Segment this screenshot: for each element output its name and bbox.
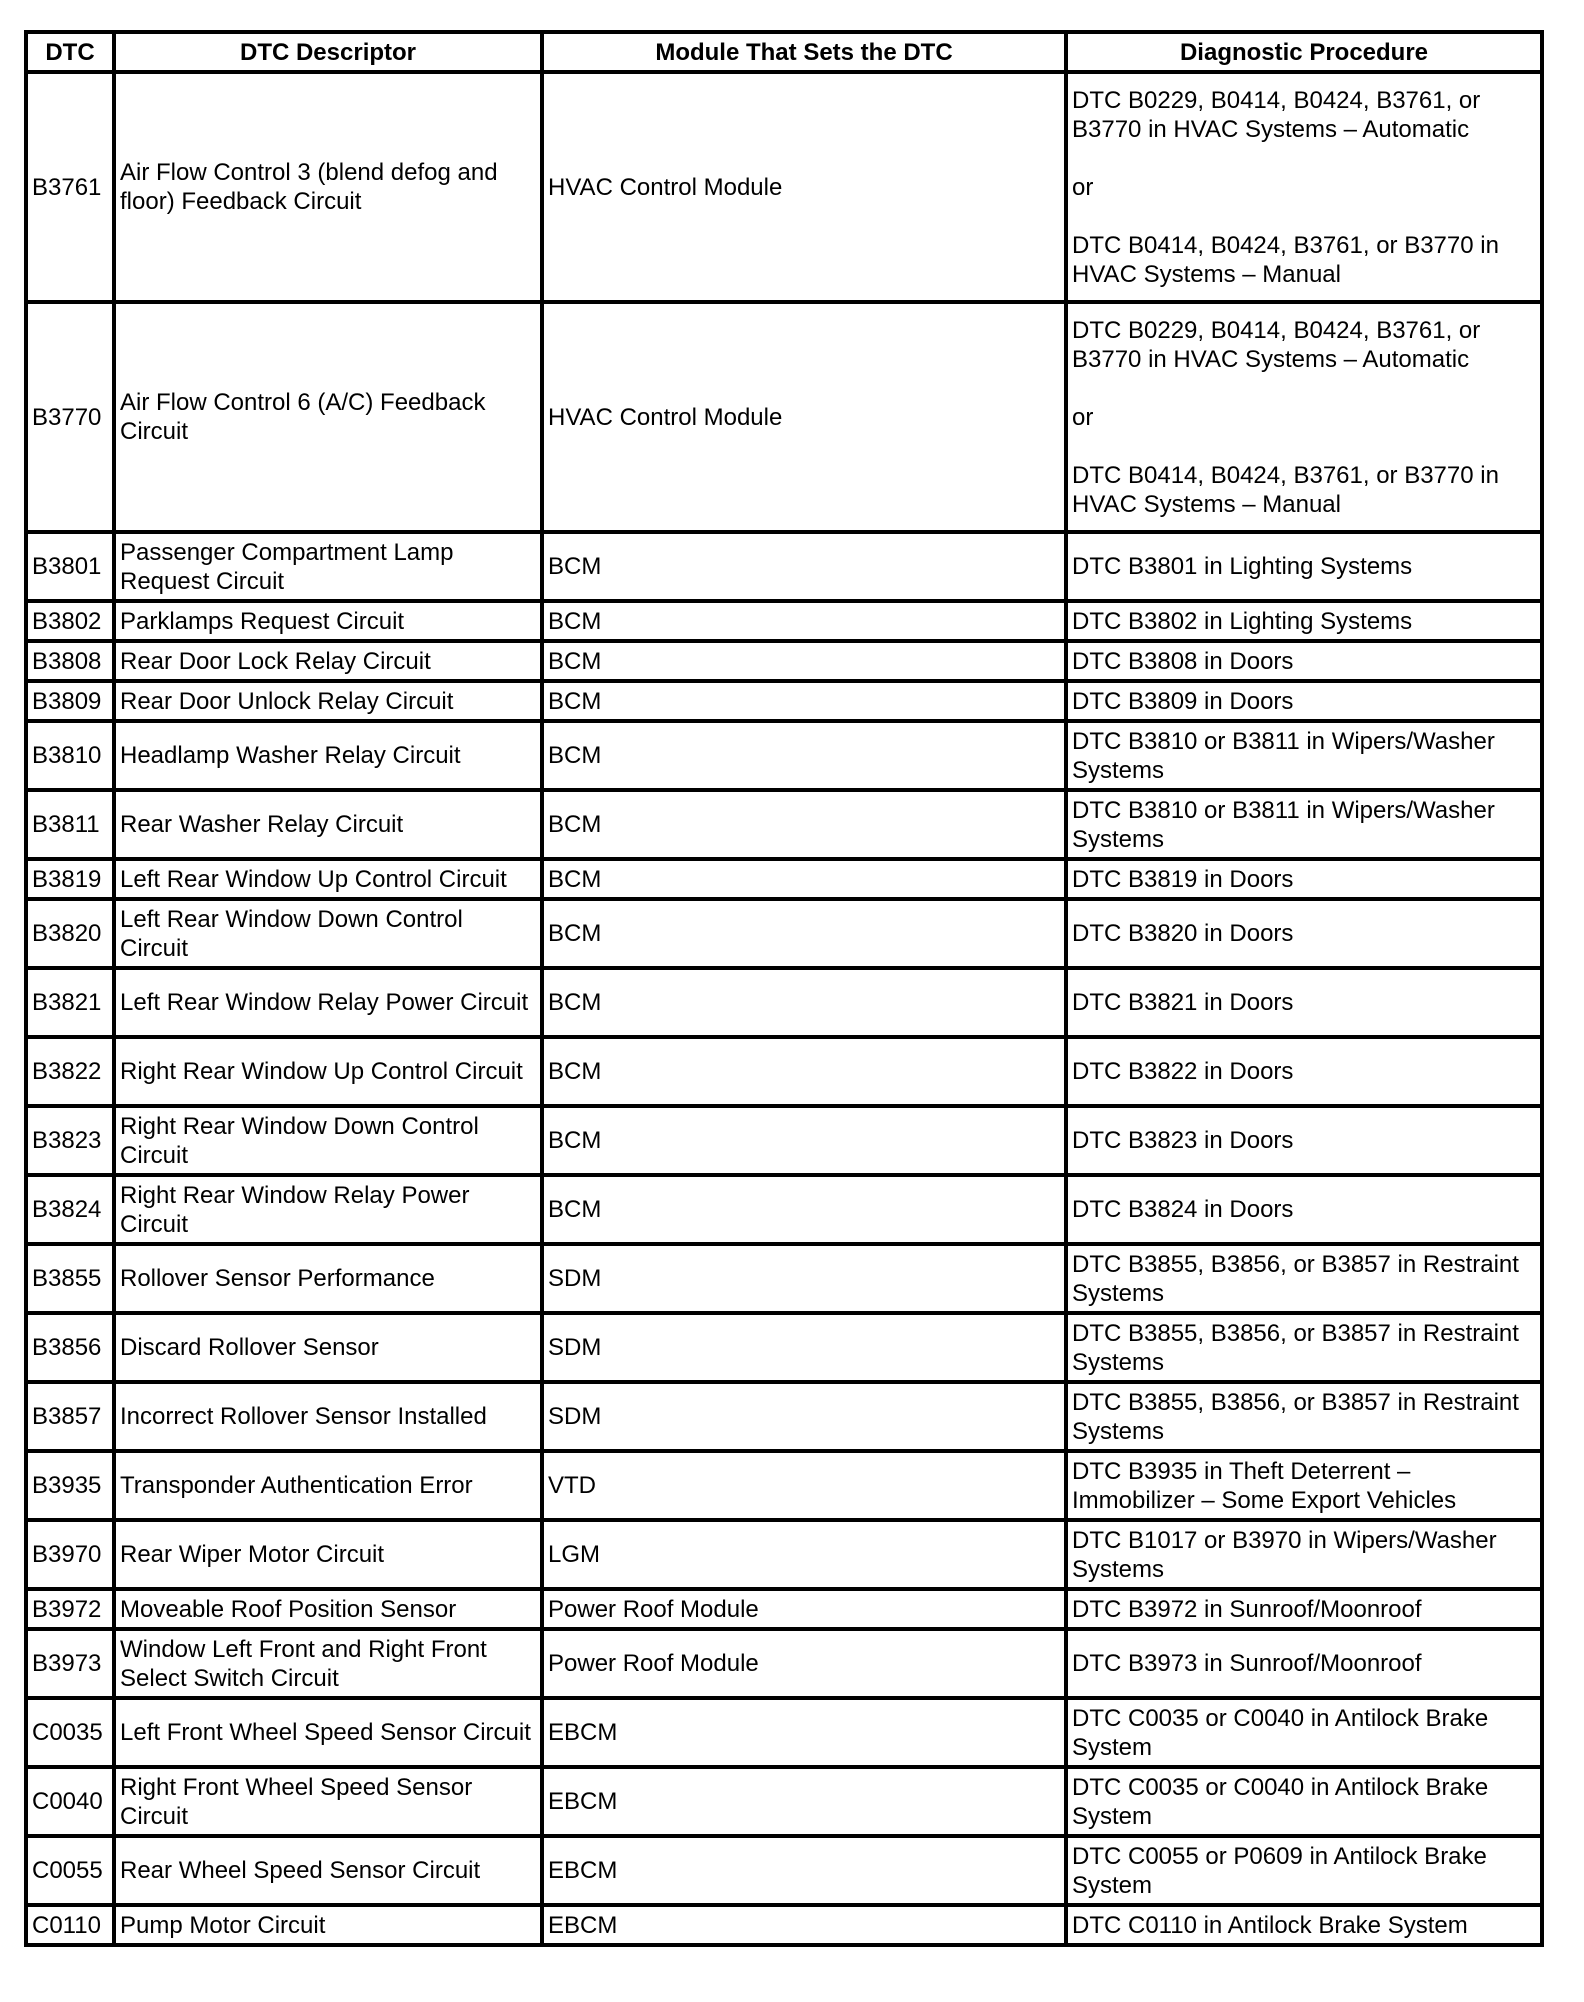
- module-cell: BCM: [542, 1106, 1066, 1175]
- dtc-descriptor-cell: Right Front Wheel Speed Sensor Circuit: [114, 1767, 542, 1836]
- dtc-code-cell: B3802: [26, 601, 114, 641]
- dtc-descriptor-cell: Left Rear Window Relay Power Circuit: [114, 968, 542, 1037]
- module-cell: EBCM: [542, 1698, 1066, 1767]
- procedure-line: DTC B0414, B0424, B3761, or B3770 in HVAC Systems – Manual: [1072, 461, 1499, 518]
- dtc-code-cell: B3935: [26, 1451, 114, 1520]
- dtc-descriptor-cell: Rollover Sensor Performance: [114, 1244, 542, 1313]
- dtc-code-cell: B3801: [26, 532, 114, 601]
- module-cell: SDM: [542, 1244, 1066, 1313]
- table-row: [26, 1175, 1542, 1244]
- table-row: [26, 1037, 1542, 1106]
- diagnostic-procedure-cell: DTC B3802 in Lighting Systems: [1066, 601, 1542, 641]
- module-cell: BCM: [542, 532, 1066, 601]
- procedure-line: DTC B0229, B0414, B0424, B3761, or B3770 in HVAC Systems – Automatic: [1072, 86, 1481, 143]
- table-row: [26, 532, 1542, 601]
- dtc-code-cell: B3823: [26, 1106, 114, 1175]
- module-cell: EBCM: [542, 1767, 1066, 1836]
- table-row: [26, 1520, 1542, 1589]
- diagnostic-procedure-cell: DTC B1017 or B3970 in Wipers/Washer Systems: [1066, 1520, 1542, 1589]
- spacer: [1072, 144, 1536, 173]
- module-cell: BCM: [542, 899, 1066, 968]
- dtc-descriptor-cell: Discard Rollover Sensor: [114, 1313, 542, 1382]
- diagnostic-procedure-cell: DTC B3973 in Sunroof/Moonroof: [1066, 1629, 1542, 1698]
- dtc-code-cell: B3819: [26, 859, 114, 899]
- table-row: [26, 1767, 1542, 1836]
- table-row: [26, 1244, 1542, 1313]
- diagnostic-procedure-cell: DTC C0110 in Antilock Brake System: [1066, 1905, 1542, 1945]
- dtc-code-cell: B3824: [26, 1175, 114, 1244]
- module-cell: BCM: [542, 681, 1066, 721]
- dtc-descriptor-cell: Pump Motor Circuit: [114, 1905, 542, 1945]
- spacer: [1072, 202, 1536, 231]
- dtc-code-cell: C0040: [26, 1767, 114, 1836]
- procedure-line: DTC B0229, B0414, B0424, B3761, or B3770 in HVAC Systems – Automatic: [1072, 316, 1481, 373]
- table-row: [26, 681, 1542, 721]
- module-cell: Power Roof Module: [542, 1589, 1066, 1629]
- module-cell: SDM: [542, 1382, 1066, 1451]
- table-row: [26, 1905, 1542, 1945]
- dtc-code-cell: C0035: [26, 1698, 114, 1767]
- dtc-code-cell: B3821: [26, 968, 114, 1037]
- module-cell: HVAC Control Module: [542, 72, 1066, 302]
- module-cell: SDM: [542, 1313, 1066, 1382]
- table-body: [26, 72, 1542, 1945]
- module-cell: BCM: [542, 721, 1066, 790]
- table-row: [26, 72, 1542, 302]
- diagnostic-procedure-cell: DTC B3809 in Doors: [1066, 681, 1542, 721]
- module-cell: BCM: [542, 859, 1066, 899]
- table-row: [26, 1698, 1542, 1767]
- dtc-code-cell: B3973: [26, 1629, 114, 1698]
- diagnostic-procedure-cell: DTC B3820 in Doors: [1066, 899, 1542, 968]
- diagnostic-procedure-cell: DTC B3824 in Doors: [1066, 1175, 1542, 1244]
- diagnostic-procedure-cell: DTC B3810 or B3811 in Wipers/Washer Systems: [1066, 721, 1542, 790]
- table-row: [26, 968, 1542, 1037]
- header-module: Module That Sets the DTC: [542, 32, 1066, 72]
- diagnostic-procedure-cell: DTC C0055 or P0609 in Antilock Brake System: [1066, 1836, 1542, 1905]
- dtc-descriptor-cell: Left Front Wheel Speed Sensor Circuit: [114, 1698, 542, 1767]
- table-row: [26, 601, 1542, 641]
- table-row: [26, 302, 1542, 532]
- dtc-code-cell: C0110: [26, 1905, 114, 1945]
- module-cell: Power Roof Module: [542, 1629, 1066, 1698]
- module-cell: VTD: [542, 1451, 1066, 1520]
- diagnostic-procedure-cell: DTC B3808 in Doors: [1066, 641, 1542, 681]
- dtc-code-cell: B3856: [26, 1313, 114, 1382]
- diagnostic-procedure-cell: DTC C0035 or C0040 in Antilock Brake System: [1066, 1767, 1542, 1836]
- dtc-code-cell: B3970: [26, 1520, 114, 1589]
- dtc-code-cell: B3811: [26, 790, 114, 859]
- module-cell: LGM: [542, 1520, 1066, 1589]
- dtc-descriptor-cell: Left Rear Window Down Control Circuit: [114, 899, 542, 968]
- module-cell: BCM: [542, 641, 1066, 681]
- dtc-code-cell: C0055: [26, 1836, 114, 1905]
- table-row: [26, 1589, 1542, 1629]
- procedure-line: DTC B0414, B0424, B3761, or B3770 in HVAC Systems – Manual: [1072, 231, 1499, 288]
- diagnostic-procedure-cell: DTC B3801 in Lighting Systems: [1066, 532, 1542, 601]
- dtc-descriptor-cell: Right Rear Window Relay Power Circuit: [114, 1175, 542, 1244]
- diagnostic-procedure-cell: DTC B3821 in Doors: [1066, 968, 1542, 1037]
- module-cell: HVAC Control Module: [542, 302, 1066, 532]
- module-cell: EBCM: [542, 1836, 1066, 1905]
- dtc-code-cell: B3809: [26, 681, 114, 721]
- diagnostic-procedure-cell: DTC B3819 in Doors: [1066, 859, 1542, 899]
- dtc-code-cell: B3822: [26, 1037, 114, 1106]
- header-descriptor: DTC Descriptor: [114, 32, 542, 72]
- module-cell: BCM: [542, 1175, 1066, 1244]
- table-row: [26, 1382, 1542, 1451]
- spacer: [1072, 432, 1536, 461]
- dtc-descriptor-cell: Right Rear Window Up Control Circuit: [114, 1037, 542, 1106]
- diagnostic-procedure-cell: DTC B3855, B3856, or B3857 in Restraint Systems: [1066, 1382, 1542, 1451]
- table-header-row: [26, 32, 1542, 72]
- dtc-descriptor-cell: Headlamp Washer Relay Circuit: [114, 721, 542, 790]
- dtc-descriptor-cell: Moveable Roof Position Sensor: [114, 1589, 542, 1629]
- table-row: [26, 1629, 1542, 1698]
- procedure-line: or: [1072, 173, 1094, 201]
- table-row: [26, 790, 1542, 859]
- diagnostic-procedure-cell: DTC B3823 in Doors: [1066, 1106, 1542, 1175]
- diagnostic-procedure-cell: DTC B3855, B3856, or B3857 in Restraint Systems: [1066, 1244, 1542, 1313]
- module-cell: EBCM: [542, 1905, 1066, 1945]
- table-row: [26, 641, 1542, 681]
- module-cell: BCM: [542, 968, 1066, 1037]
- table-row: [26, 1451, 1542, 1520]
- dtc-table: [24, 30, 1544, 1947]
- dtc-descriptor-cell: Parklamps Request Circuit: [114, 601, 542, 641]
- procedure-line: or: [1072, 403, 1094, 431]
- header-procedure: Diagnostic Procedure: [1066, 32, 1542, 72]
- module-cell: BCM: [542, 1037, 1066, 1106]
- diagnostic-procedure-cell: DTC B3822 in Doors: [1066, 1037, 1542, 1106]
- dtc-descriptor-cell: Rear Wiper Motor Circuit: [114, 1520, 542, 1589]
- dtc-descriptor-cell: Air Flow Control 6 (A/C) Feedback Circuit: [114, 302, 542, 532]
- header-dtc: DTC: [26, 32, 114, 72]
- module-cell: BCM: [542, 601, 1066, 641]
- dtc-code-cell: B3820: [26, 899, 114, 968]
- dtc-code-cell: B3810: [26, 721, 114, 790]
- dtc-descriptor-cell: Rear Door Lock Relay Circuit: [114, 641, 542, 681]
- dtc-descriptor-cell: Left Rear Window Up Control Circuit: [114, 859, 542, 899]
- table-row: [26, 899, 1542, 968]
- spacer: [1072, 374, 1536, 403]
- dtc-descriptor-cell: Rear Wheel Speed Sensor Circuit: [114, 1836, 542, 1905]
- diagnostic-procedure-cell: [1066, 72, 1542, 302]
- diagnostic-procedure-cell: [1066, 302, 1542, 532]
- diagnostic-procedure-cell: DTC C0035 or C0040 in Antilock Brake System: [1066, 1698, 1542, 1767]
- table-row: [26, 721, 1542, 790]
- table-row: [26, 1313, 1542, 1382]
- dtc-descriptor-cell: Air Flow Control 3 (blend defog and floor) Feedback Circuit: [114, 72, 542, 302]
- table-row: [26, 1106, 1542, 1175]
- dtc-descriptor-cell: Passenger Compartment Lamp Request Circuit: [114, 532, 542, 601]
- table-row: [26, 1836, 1542, 1905]
- dtc-code-cell: B3770: [26, 302, 114, 532]
- diagnostic-procedure-cell: DTC B3810 or B3811 in Wipers/Washer Systems: [1066, 790, 1542, 859]
- dtc-code-cell: B3972: [26, 1589, 114, 1629]
- dtc-code-cell: B3857: [26, 1382, 114, 1451]
- dtc-descriptor-cell: Right Rear Window Down Control Circuit: [114, 1106, 542, 1175]
- module-cell: BCM: [542, 790, 1066, 859]
- diagnostic-procedure-cell: DTC B3855, B3856, or B3857 in Restraint Systems: [1066, 1313, 1542, 1382]
- diagnostic-procedure-cell: DTC B3935 in Theft Deterrent – Immobilizer – Some Export Vehicles: [1066, 1451, 1542, 1520]
- diagnostic-procedure-cell: DTC B3972 in Sunroof/Moonroof: [1066, 1589, 1542, 1629]
- dtc-descriptor-cell: Rear Door Unlock Relay Circuit: [114, 681, 542, 721]
- dtc-descriptor-cell: Transponder Authentication Error: [114, 1451, 542, 1520]
- dtc-code-cell: B3855: [26, 1244, 114, 1313]
- dtc-code-cell: B3808: [26, 641, 114, 681]
- table-row: [26, 859, 1542, 899]
- dtc-descriptor-cell: Rear Washer Relay Circuit: [114, 790, 542, 859]
- dtc-descriptor-cell: Window Left Front and Right Front Select Switch Circuit: [114, 1629, 542, 1698]
- dtc-code-cell: B3761: [26, 72, 114, 302]
- dtc-descriptor-cell: Incorrect Rollover Sensor Installed: [114, 1382, 542, 1451]
